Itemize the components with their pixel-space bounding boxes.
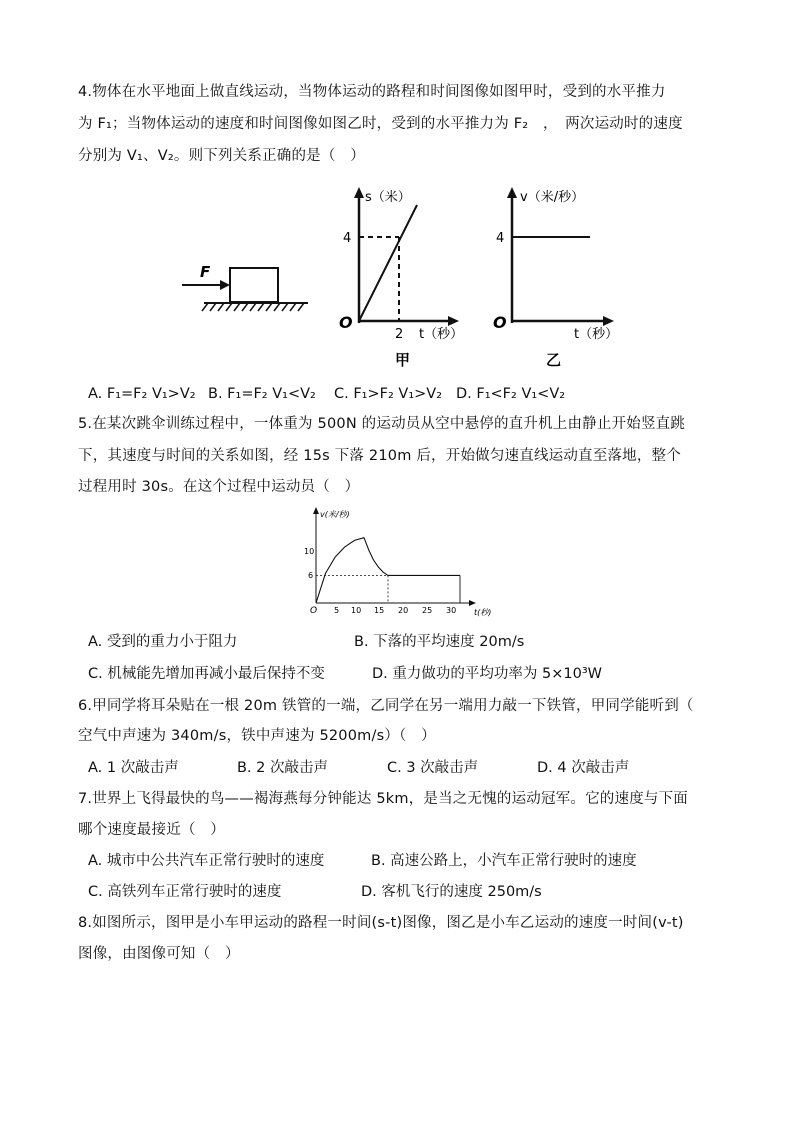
q6-option-a: A. 1 次敲击声 <box>88 760 179 776</box>
caption-yi: 乙 <box>546 351 562 369</box>
q5-line-1: 5.在某次跳伞训练过程中，一体重为 500N 的运动员从空中悬停的直升机上由静止开始竖直跳 <box>78 416 686 432</box>
force-label: F <box>200 263 211 281</box>
q5-vt-chart <box>300 505 500 620</box>
q6-line-1: 6.甲同学将耳朵贴在一根 20m 铁管的一端，乙同学在另一端用力敲一下铁管，甲同学能听到（ <box>78 698 694 714</box>
caption-jia: 甲 <box>395 351 411 369</box>
q8-line-1: 8.如图所示，图甲是小车甲运动的路程一时间(s-t)图像，图乙是小车乙运动的速度一时间(v-t) <box>78 915 684 931</box>
v-axis-label: v（米/秒） <box>520 190 585 205</box>
chart-x-tick-15: 15 <box>374 606 385 615</box>
v-tick-4: 4 <box>496 231 505 246</box>
q5-line-2: 下，其速度与时间的关系如图，经 15s 下落 210m 后，开始做匀速直线运动直至落地，整个 <box>78 448 681 464</box>
q7-line-2: 哪个速度最接近（ ） <box>78 822 225 838</box>
q7-option-d: D. 客机飞行的速度 250m/s <box>361 884 542 900</box>
q5-option-a: A. 受到的重力小于阻力 <box>88 634 238 650</box>
q4-option-a: A. F₁=F₂ V₁>V₂ <box>88 386 196 402</box>
chart-x-tick-10: 10 <box>351 606 362 615</box>
q4-st-graph <box>335 185 465 370</box>
s-tick-4: 4 <box>343 231 352 246</box>
chart-x-tick-30: 30 <box>446 606 457 615</box>
q4-line-2: 为 F₁；当物体运动的速度和时间图像如图乙时，受到的水平推力为 F₂ ， 两次运动时的速度 <box>78 116 683 132</box>
q6-option-d: D. 4 次敲击声 <box>537 760 630 776</box>
origin-label: O <box>339 313 353 332</box>
q6-line-2: 空气中声速为 340m/s，铁中声速为 5200m/s）（ ） <box>78 728 436 744</box>
q7-line-1: 7.世界上飞得最快的鸟——褐海燕每分钟能达 5km，是当之无愧的运动冠军。它的速度与下面 <box>78 791 688 807</box>
chart-x-tick-20: 20 <box>398 606 409 615</box>
q4-line-3: 分别为 V₁、V₂。则下列关系正确的是（ ） <box>78 148 365 164</box>
q4-option-b: B. F₁=F₂ V₁<V₂ <box>208 386 316 402</box>
q7-option-b: B. 高速公路上，小汽车正常行驶时的速度 <box>371 853 637 869</box>
q5-option-d: D. 重力做功的平均功率为 5×10³W <box>372 666 602 682</box>
chart-origin: O <box>310 606 318 616</box>
q6-option-c: C. 3 次敲击声 <box>387 760 479 776</box>
t-tick-2: 2 <box>395 327 404 342</box>
q4-vt-graph <box>490 185 630 370</box>
st-line <box>359 205 417 321</box>
q6-option-b: B. 2 次敲击声 <box>237 760 328 776</box>
q4-option-d: D. F₁<F₂ V₁<V₂ <box>456 386 566 402</box>
chart-y-tick-10: 10 <box>304 547 315 556</box>
t-axis-label: t（秒） <box>419 327 464 342</box>
chart-y-label: v(米/秒) <box>320 510 350 519</box>
q7-option-a: A. 城市中公共汽车正常行驶时的速度 <box>88 853 325 869</box>
q5-line-3: 过程用时 30s。在这个过程中运动员（ ） <box>78 479 360 495</box>
q5-option-c: C. 机械能先增加再减小最后保持不变 <box>88 666 325 682</box>
chart-x-label: t(秒) <box>474 608 492 617</box>
q8-line-2: 图像，由图像可知（ ） <box>78 946 240 962</box>
q4-option-c: C. F₁>F₂ V₁>V₂ <box>334 386 443 402</box>
q5-option-b: B. 下落的平均速度 20m/s <box>354 634 525 650</box>
t-axis-label-2: t（秒） <box>574 327 619 342</box>
q7-option-c: C. 高铁列车正常行驶时的速度 <box>88 884 282 900</box>
chart-y-tick-6: 6 <box>308 571 314 580</box>
q4-line-1: 4.物体在水平地面上做直线运动，当物体运动的路程和时间图像如图甲时，受到的水平推力 <box>78 84 666 100</box>
s-axis-label: s（米） <box>365 190 411 205</box>
q4-block-figure <box>180 255 310 315</box>
chart-x-tick-5: 5 <box>334 606 340 615</box>
origin-label-2: O <box>493 313 507 332</box>
chart-x-tick-25: 25 <box>422 606 433 615</box>
